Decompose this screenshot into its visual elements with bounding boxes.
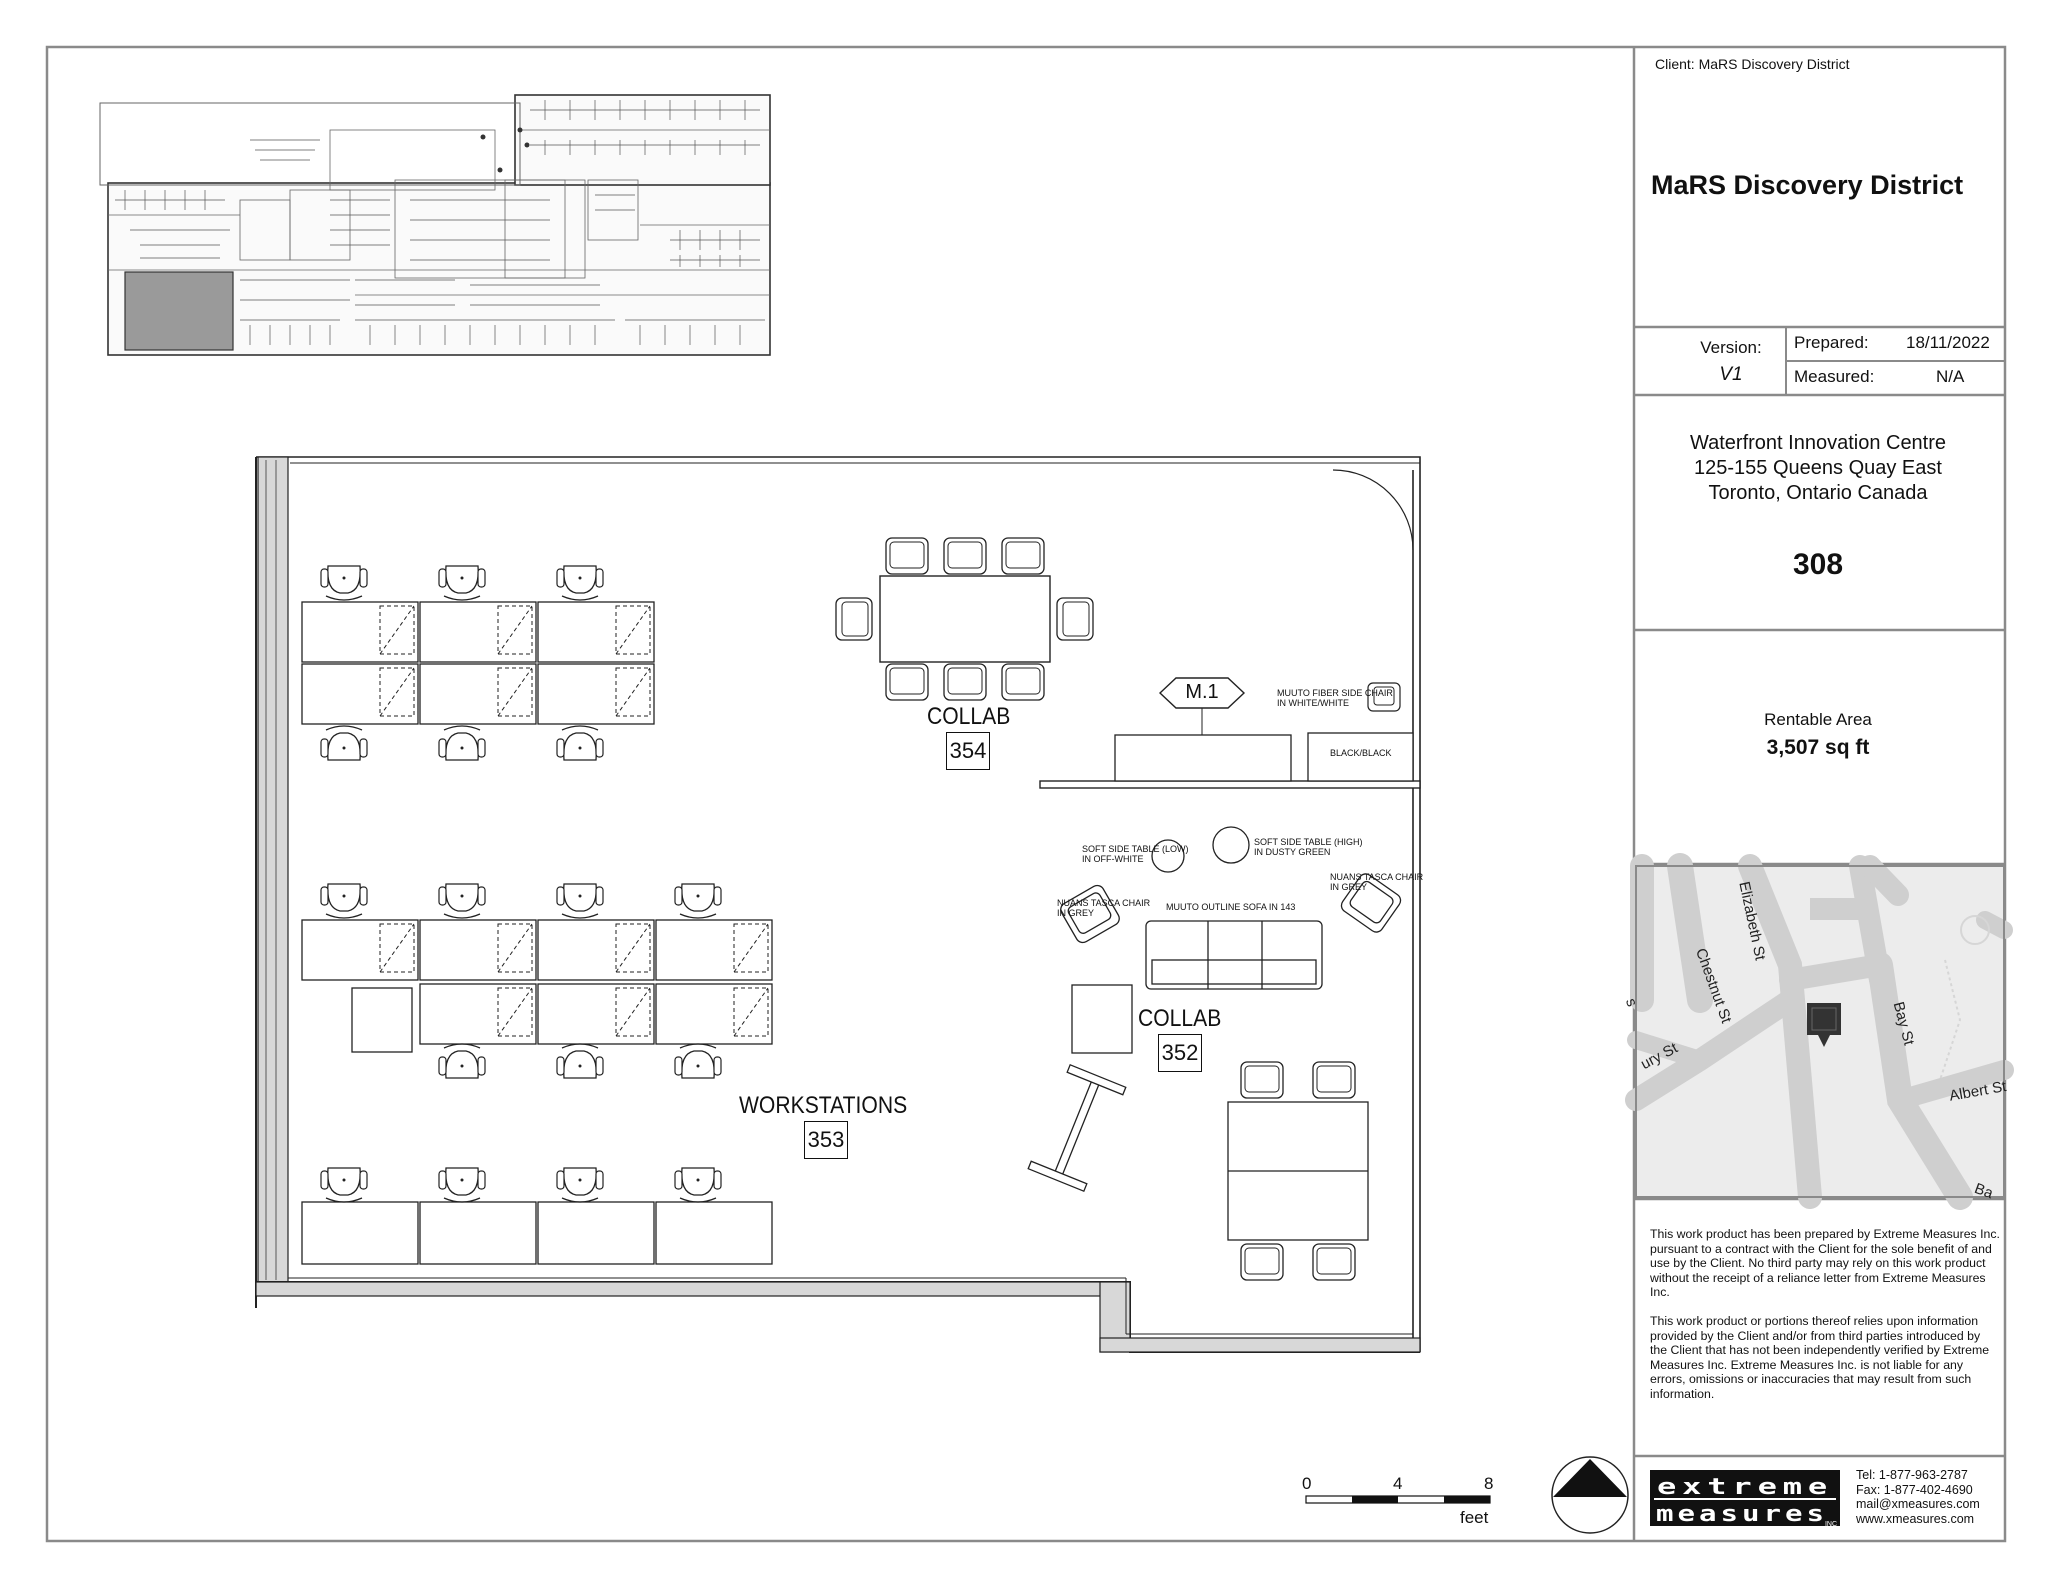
contact-fax: Fax: 1-877-402-4690 <box>1856 1482 1973 1497</box>
contact-info <box>1856 1468 1980 1526</box>
disclaimer <box>1650 1227 2000 1416</box>
svg-text:INC: INC <box>1824 1521 1838 1528</box>
key-plan-highlight <box>125 272 233 350</box>
contact-tel: Tel: 1-877-963-2787 <box>1856 1468 1968 1482</box>
street-label-albert: Albert St <box>1948 1078 2008 1105</box>
key-plan-thumbnail <box>100 95 770 355</box>
prepared-date: 18/11/2022 <box>1906 333 1990 352</box>
conference-table-354 <box>836 538 1093 700</box>
unit-number: 308 <box>1792 548 1844 581</box>
address-line-2: 125-155 Queens Quay East <box>1694 457 1942 479</box>
lounge-352 <box>1028 827 1403 1280</box>
svg-text:measures: measures <box>1656 1502 1828 1527</box>
millwork-tag-m1: M.1 <box>1185 681 1219 703</box>
room-name-workstations-353: WORKSTATIONS <box>739 1092 908 1119</box>
note-nuans-chair-left-line-2: IN GREY <box>1057 908 1095 918</box>
client-title: MaRS Discovery District <box>1651 170 1964 200</box>
location-map <box>1636 866 2004 1197</box>
note-nuans-chair-right-line-1: NUANS TASCA CHAIR <box>1330 872 1424 882</box>
room-number-354: 354 <box>946 732 990 770</box>
measured-label: Measured: <box>1794 367 1875 386</box>
workstation-cluster-top <box>302 566 654 760</box>
note-nuans-chair-left-line-1: NUANS TASCA CHAIR <box>1057 898 1151 908</box>
street-label-bay: Bay St <box>1889 1000 1918 1048</box>
rentable-area-label: Rentable Area <box>1764 710 1872 729</box>
north-arrow-icon <box>1552 1457 1628 1533</box>
svg-text:extreme: extreme <box>1657 1475 1833 1500</box>
workstation-row-bottom <box>302 1168 772 1264</box>
workstation-cluster-middle <box>302 884 772 1078</box>
contact-website: www.xmeasures.com <box>1856 1511 1975 1526</box>
scale-tick-8: 8 <box>1484 1474 1494 1493</box>
disclaimer-paragraph-1: This work product has been prepared by Extreme Measures Inc. pursuant to a contract with the Client for the sole benefit of and use by the Client. No third party may rely on this work product without the receipt of a reliance letter from Extreme Measures Inc. <box>1650 1227 2000 1300</box>
disclaimer-paragraph-2: This work product or portions thereof relies upon information provided by the Client and/or from third parties introduced by the Client that has not been independently verified by Extreme Measures Inc. Extreme Measures Inc. is not liable for any errors, omissions or inaccuracies that may result from such information. <box>1650 1313 1990 1401</box>
street-label-elizabeth: Elizabeth St <box>1735 880 1769 962</box>
prepared-label: Prepared: <box>1794 333 1869 352</box>
extreme-measures-logo <box>1650 1470 1840 1528</box>
address-line-1: Waterfront Innovation Centre <box>1689 432 1947 454</box>
note-soft-table-low-line-1: SOFT SIDE TABLE (LOW) <box>1082 844 1189 854</box>
room-name-collab-354: COLLAB <box>927 703 1011 730</box>
note-sofa: MUUTO OUTLINE SOFA IN 143 <box>1166 902 1296 912</box>
scale-tick-4: 4 <box>1393 1474 1403 1493</box>
note-black: BLACK/BLACK <box>1330 748 1392 758</box>
contact-email: mail@xmeasures.com <box>1856 1497 1980 1511</box>
note-soft-table-high <box>1254 837 1363 857</box>
note-muuto-chair-line-1: MUUTO FIBER SIDE CHAIR <box>1277 688 1393 698</box>
street-label-dundas: ury St <box>1638 1039 1681 1074</box>
note-nuans-chair-right-line-2: IN GREY <box>1330 882 1368 892</box>
note-muuto-chair-line-2: IN WHITE/WHITE <box>1277 698 1349 708</box>
note-soft-table-low <box>1082 844 1189 864</box>
street-label-bay-2: Ba <box>1972 1180 1996 1203</box>
street-label-chestnut: Chestnut St <box>1692 946 1735 1026</box>
address-line-3: Toronto, Ontario Canada <box>1708 482 1928 504</box>
note-muuto-chair <box>1277 688 1393 708</box>
note-soft-table-low-line-2: IN OFF-WHITE <box>1082 854 1144 864</box>
scale-unit: feet <box>1460 1508 1489 1527</box>
scale-bar <box>1306 1496 1490 1503</box>
note-nuans-chair-right <box>1330 872 1423 892</box>
street-label-edge: s <box>1622 996 1641 1009</box>
scale-tick-0: 0 <box>1302 1474 1312 1493</box>
note-nuans-chair-left <box>1057 898 1150 918</box>
room-number-352: 352 <box>1158 1034 1202 1072</box>
rentable-area-value: 3,507 sq ft <box>1766 736 1870 759</box>
note-soft-table-high-line-1: SOFT SIDE TABLE (HIGH) <box>1254 837 1363 847</box>
version-label: Version: <box>1700 338 1762 357</box>
measured-value: N/A <box>1936 367 1965 386</box>
room-number-353: 353 <box>804 1121 848 1159</box>
version-value: V1 <box>1719 364 1743 385</box>
note-soft-table-high-line-2: IN DUSTY GREEN <box>1254 847 1331 857</box>
client-line: Client: MaRS Discovery District <box>1655 56 1850 72</box>
room-name-collab-352: COLLAB <box>1138 1005 1222 1032</box>
